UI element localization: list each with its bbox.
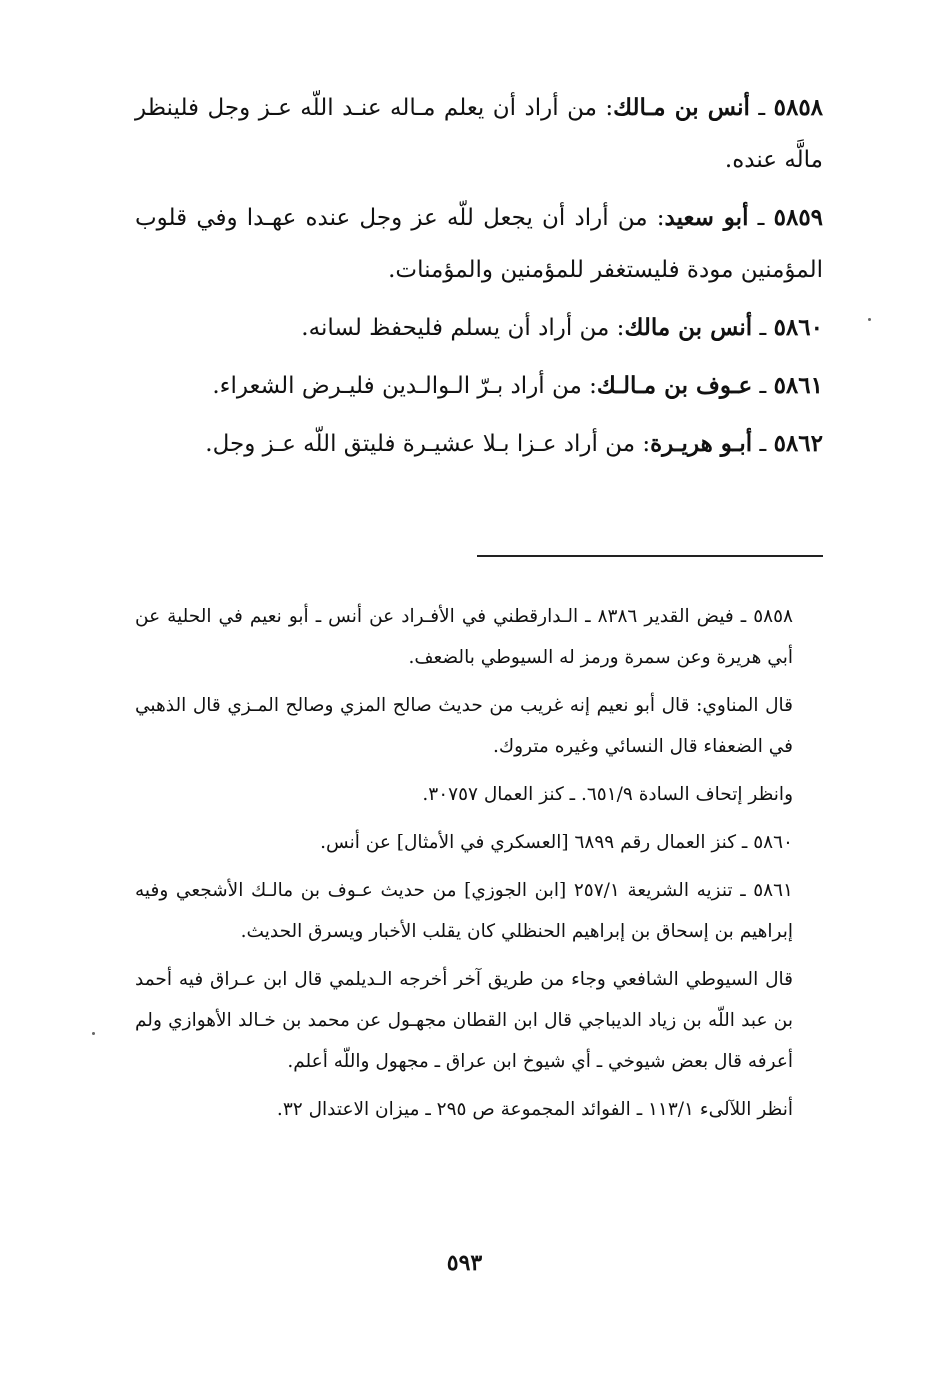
entry-number: ٥٨٥٨ <box>773 94 824 121</box>
footnote-divider <box>477 555 823 557</box>
footnote-see-also: وانظر إتحاف السادة ٦٥١/٩. ـ كنز العمال ٣٠٧٥٧. <box>422 784 793 805</box>
entry-dash: ـ <box>758 95 766 121</box>
entry-dash: ـ <box>759 315 767 341</box>
scan-speck <box>868 318 871 321</box>
footnote-references: أنظر اللآلىء ١١٣/١ ـ الفوائد المجموعة ص ٢٩٥ ـ ميزان الاعتدال ٣٢. <box>276 1099 793 1120</box>
page-number: ٥٩٣ <box>446 1250 483 1276</box>
entry-number: ٥٨٦١ <box>773 372 823 399</box>
scan-speck <box>92 1032 95 1035</box>
hadith-entry-5858 <box>135 82 823 186</box>
footnote-munawi: قال المناوي: قال أبو نعيم إنه غريب من حديث صالح المزي وصالح المـزي قال الذهبي في الضعفاء قال النسائي وغيره متروك. <box>135 695 793 757</box>
entry-dash: ـ <box>759 431 767 457</box>
hadith-entry-5859 <box>135 192 823 296</box>
footnote-5858: ٥٨٥٨ ـ فيض القدير ٨٣٨٦ ـ الـدارقطني في الأفـراد عن أنس ـ أبو نعيم في الحلية عن أبي هريرة وعن سمرة ورمز له السيوطي بالضعف. <box>135 606 793 668</box>
entry-text: : من أراد أن يعلم مـاله عنـد اللّه عـز وجل فلينظر مالَّه عنده. <box>135 95 823 173</box>
hadith-entries <box>135 82 823 476</box>
narrator-name: أبو سعيد <box>664 204 749 231</box>
entry-number: ٥٨٥٩ <box>773 204 824 231</box>
hadith-entry-5862 <box>135 418 823 470</box>
entry-dash: ـ <box>759 373 767 399</box>
entry-text: : من أراد بـرّ الـوالـدين فليـرض الشعراء. <box>212 373 597 399</box>
footnotes <box>135 596 823 1137</box>
entry-text: : من أراد أن يجعل للّه عز وجل عنده عهـدا وفي قلوب المؤمنين مودة فليستغفر للمؤمنين والمؤمنات. <box>135 205 823 283</box>
entry-dash: ـ <box>757 205 765 231</box>
footnote-5861: ٥٨٦١ ـ تنزيه الشريعة ٢٥٧/١ [ابن الجوزي] من حديث عـوف بن مالـك الأشجعي وفيه إبراهيم بن إسحاق بن إبراهيم الحنظلي كان يقلب الأخبار ويسرق الحديث. <box>135 880 793 942</box>
entry-number: ٥٨٦٢ <box>773 430 823 457</box>
narrator-name: عـوف بن مـالـك <box>596 372 753 399</box>
footnote-5860: ٥٨٦٠ ـ كنز العمال رقم ٦٨٩٩ [العسكري في الأمثال] عن أنس. <box>320 832 793 853</box>
narrator-name: أنس بن مالك <box>624 314 753 341</box>
entry-number: ٥٨٦٠ <box>773 314 823 341</box>
entry-text: : من أراد أن يسلم فليحفظ لسانه. <box>301 315 625 341</box>
entry-text: : من أراد عـزا بـلا عشيـرة فليتق اللّه عـز وجل. <box>205 431 651 457</box>
hadith-entry-5861 <box>135 360 823 412</box>
hadith-entry-5860 <box>135 302 823 354</box>
narrator-name: أبـو هريـرة <box>650 430 753 457</box>
footnote-suyuti: قال السيوطي الشافعي وجاء من طريق آخر أخرجه الـديلمي قال ابن عـراق فيه أحمد بن عبد اللّه بن زياد الديباجي قال ابن القطان مجهـول عن محمد بن خـالد الأهوازي ولم أعرفه قال بعض شيوخي ـ أي شيوخ ابن عراق ـ مجهول واللّه أعلم. <box>135 969 793 1072</box>
narrator-name: أنس بن مـالك <box>613 94 750 121</box>
